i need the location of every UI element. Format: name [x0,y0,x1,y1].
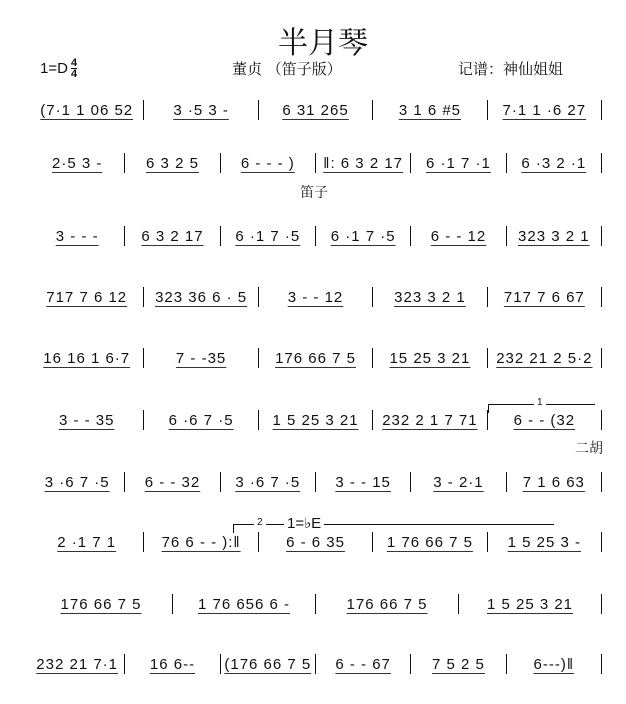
measure: 323 3 2 1 [518,227,590,245]
measure: 2·5 3 - [51,154,103,172]
measure: 323 3 2 1 [394,288,466,306]
time-signature [71,58,77,79]
score-line [30,594,602,614]
measure: 6 3 2 17 [141,227,204,245]
measure: 6 ·1 7 ·1 [426,154,491,172]
measure: 1 5 25 3 21 [486,595,574,613]
measure: 76 6 - - ):‖ [161,533,241,551]
barline [601,472,602,492]
measure: 7 - -35 [175,349,227,367]
composer: 董贞 （笛子版） [232,60,342,78]
measure: 176 66 7 5 [346,595,428,613]
volta-bracket-2 [233,515,554,533]
key-signature [40,58,77,79]
measure: 6 - - 12 [430,227,487,245]
measure: 6 - - - ) [240,154,295,172]
score-line [30,348,602,368]
measure: 1 76 656 6 - [197,595,291,613]
measure: 7 5 2 5 [432,655,485,673]
barline [601,287,602,307]
measure: 16 6-- [149,655,196,673]
measure: 6 ·1 7 ·5 [235,227,301,245]
score-line [30,226,602,246]
measure: 6 - - 67 [335,655,391,673]
measure: 6 31 265 [282,101,349,119]
measure: 6 ·6 7 ·5 [168,411,234,429]
measure: ‖: 6 3 2 17 [323,154,404,172]
score-line [30,472,602,492]
measure: 3 - 2·1 [433,473,484,491]
instrument-label-erhu: 二胡 [575,441,603,457]
volta-bracket-1 [488,397,595,413]
measure: 6 ·1 7 ·5 [330,227,396,245]
volta-2-label: 2 [254,517,266,528]
measure: 232 21 7·1 [36,655,119,673]
barline [601,348,602,368]
measure: 717 7 6 67 [503,288,585,306]
measure: 16 16 1 6·7 [43,349,131,367]
measure: 3 1 6 #5 [398,101,462,119]
measure: 3 ·6 7 ·5 [44,473,110,491]
measure: 6---)‖ [533,655,575,673]
score-line [30,153,602,173]
measure: 1 5 25 3 21 [272,411,359,429]
measure: 1 5 25 3 - [507,533,582,551]
time-top: 4 [70,57,78,69]
key-change: 1=♭E [284,514,324,532]
measure: 717 7 6 12 [46,288,128,306]
score-line [30,287,602,307]
barline [601,153,602,173]
measure: 3 ·5 3 - [173,101,229,119]
song-title: 半月琴 [278,26,368,61]
measure: 3 - - 12 [287,288,344,306]
time-bottom: 4 [70,68,78,80]
measure: (176 66 7 5 [224,655,312,673]
measure: 232 2 1 7 71 [382,411,478,429]
barline [601,100,602,120]
measure: 6 - 6 35 [286,533,345,551]
measure: 15 25 3 21 [389,349,471,367]
measure: 6 ·3 2 ·1 [521,154,587,172]
volta-1-label: 1 [534,397,546,408]
measure: 2 ·1 7 1 [57,533,117,551]
transcriber: 记谱：神仙姐姐 [458,60,564,78]
measure: 3 ·6 7 ·5 [235,473,301,491]
measure: (7·1 1 06 52 [40,101,134,119]
score-line [30,100,602,120]
barline [601,226,602,246]
measure: 3 - - 15 [335,473,391,491]
barline [601,410,602,430]
key-tonic: 1=D [40,60,68,77]
measure: 232 21 2 5·2 [496,349,593,367]
instrument-label-dizi: 笛子 [300,185,328,201]
measure: 7·1 1 ·6 27 [502,101,587,119]
barline [601,654,602,674]
measure: 3 - - - [55,227,99,245]
barline [601,594,602,614]
measure: 176 66 7 5 [60,595,142,613]
barline [601,532,602,552]
measure: 176 66 7 5 [275,349,356,367]
score-line [30,410,602,430]
measure: 7 1 6 63 [522,473,585,491]
score-line [30,654,602,674]
measure: 3 - - 35 [58,411,115,429]
measure: 6 - - (32 [513,411,576,429]
measure: 323 36 6 · 5 [155,288,248,306]
measure: 6 - - 32 [144,473,201,491]
measure: 1 76 66 7 5 [386,533,473,551]
score-line [30,532,602,552]
measure: 6 3 2 5 [146,154,199,172]
